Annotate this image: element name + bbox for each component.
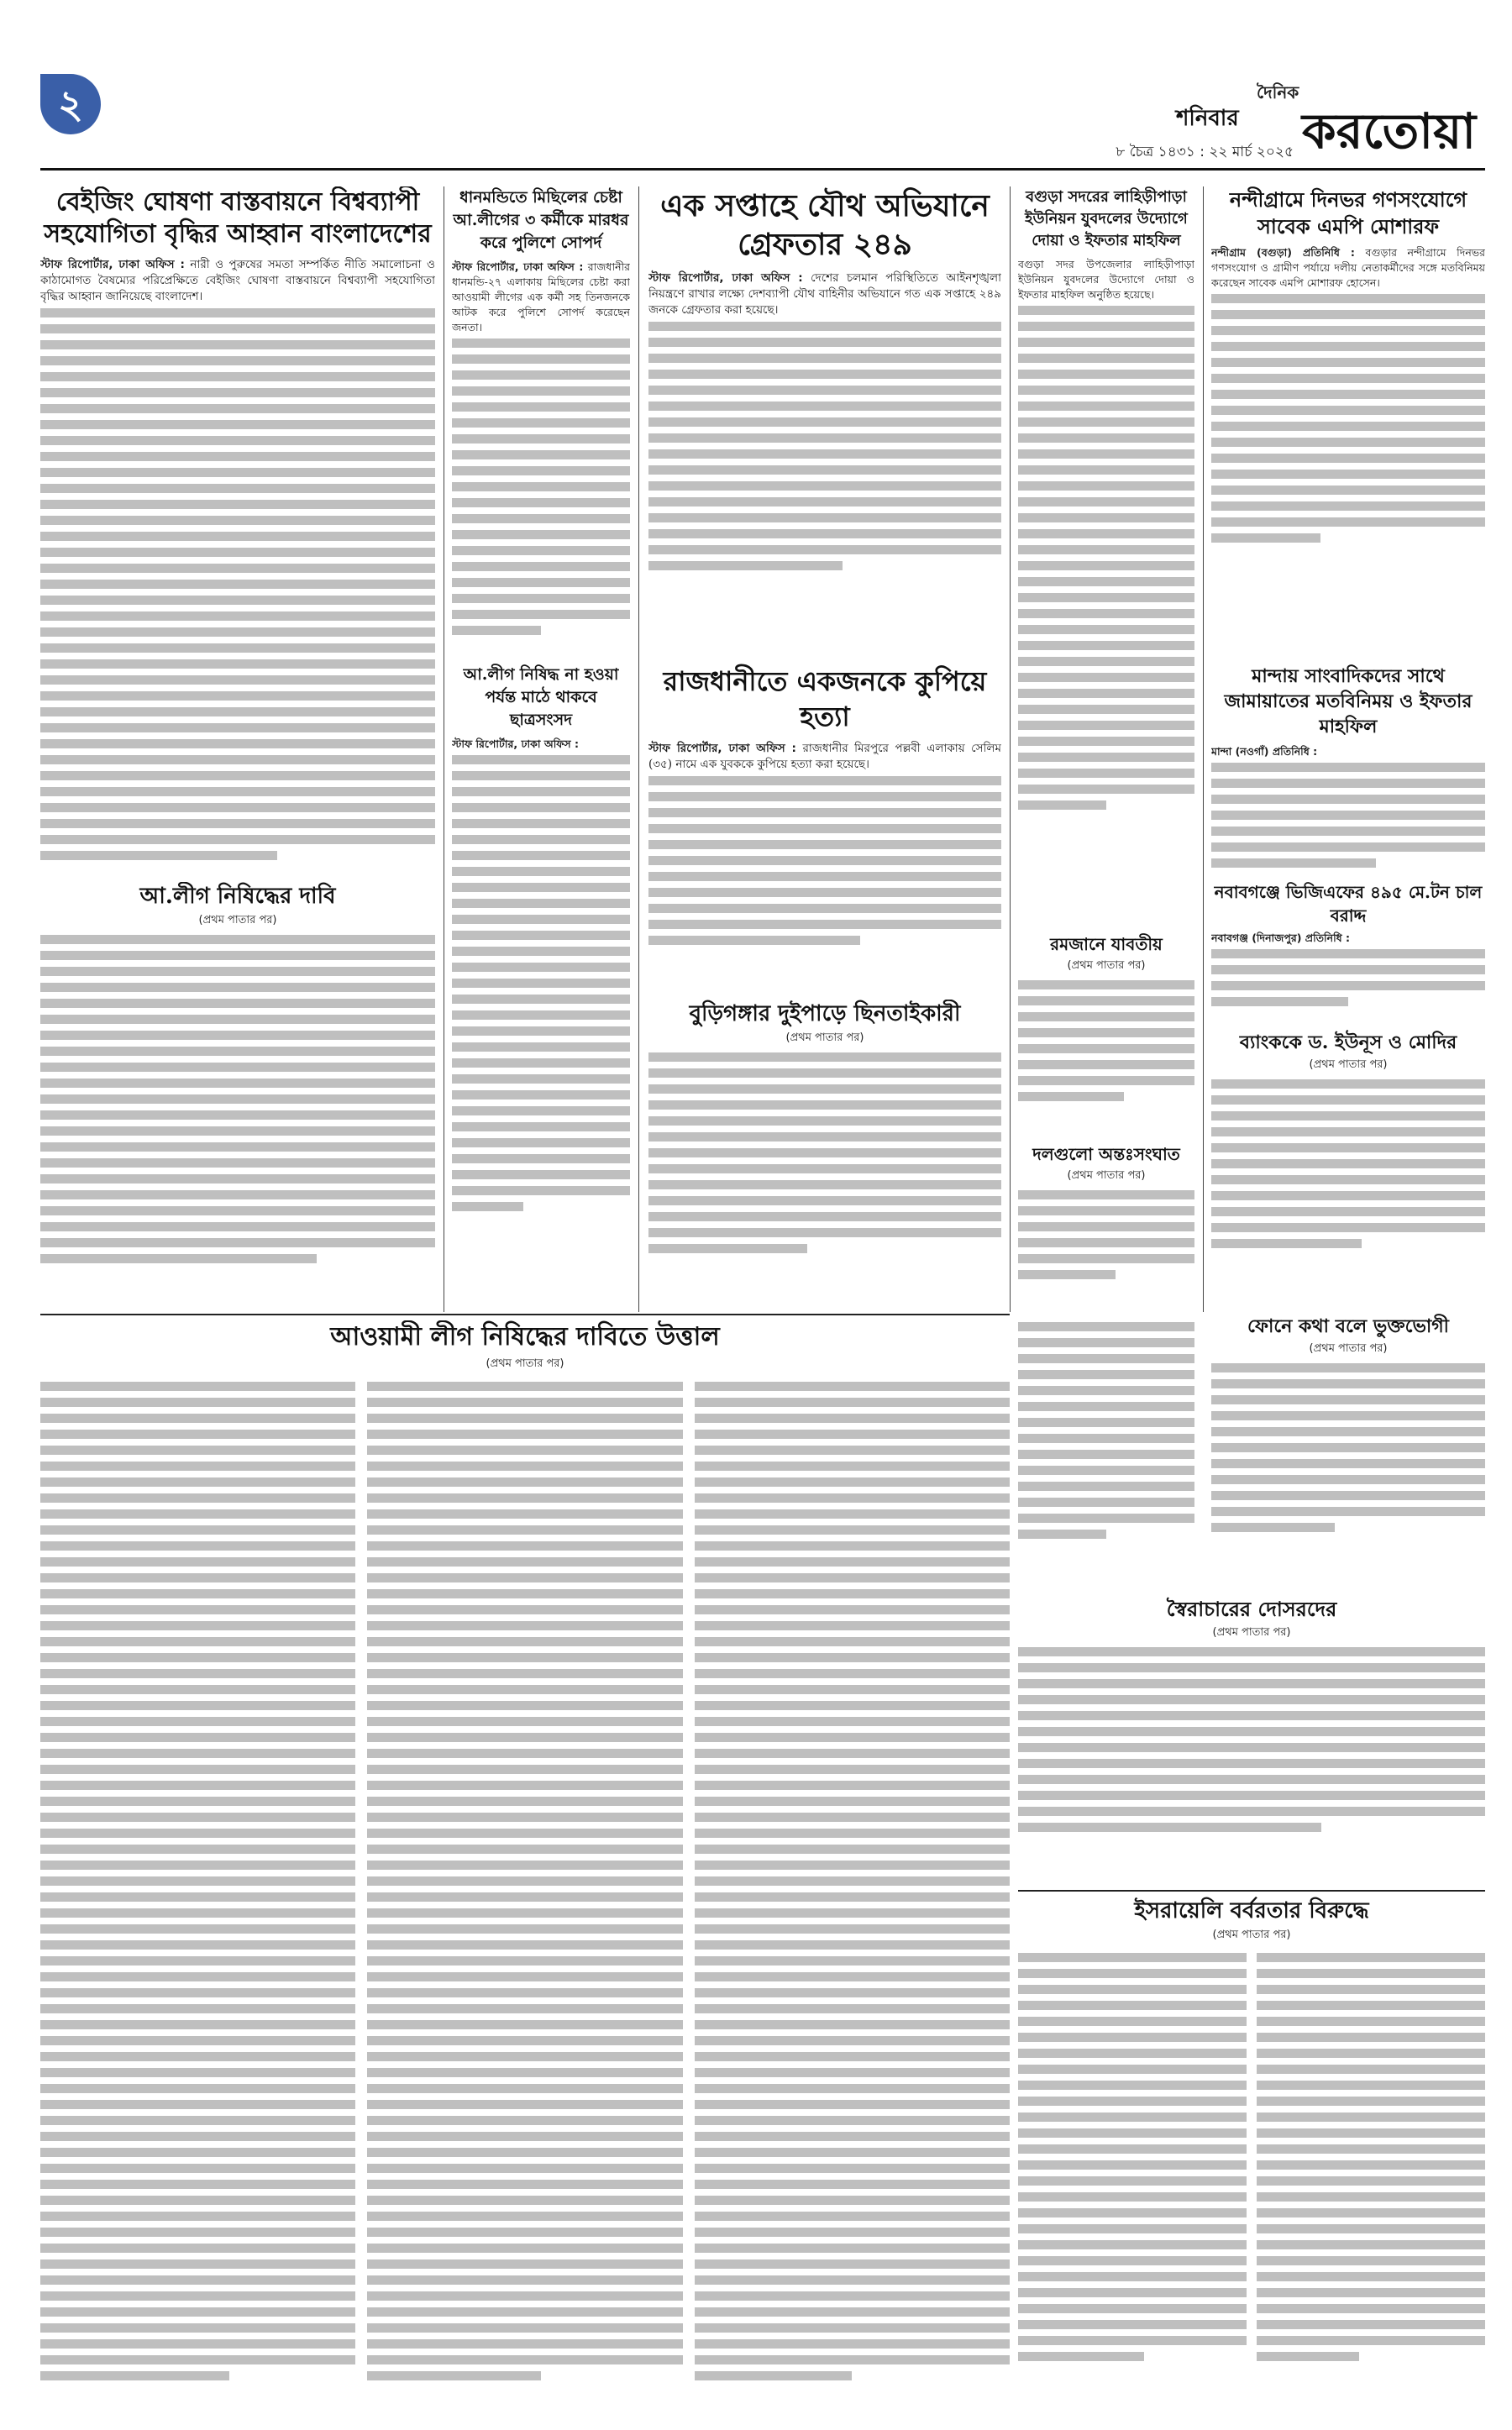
continued-label: (প্রথম পাতার পর) [486,1357,564,1370]
article-lead: রাজধানীর মিরপুরে পল্লবী এলাকায় সেলিম (৩৫) নামে এক যুবককে কুপিয়ে হত্যা করা হয়েছে। [648,742,1001,771]
masthead-date: ৮ চৈত্র ১৪৩১ : ২২ মার্চ ২০২৫ [1116,144,1294,160]
article-headline: ইসরায়েলি বর্বরতার বিরুদ্ধে [1134,1898,1369,1924]
article-beijing [40,186,435,875]
article-byline: নবাবগঞ্জ (দিনাজপুর) প্রতিনিধি : [1211,932,1351,944]
article-body-text [367,1382,682,2387]
article-dua-mahfil [1018,186,1194,926]
article-headline: আ.লীগ নিষিদ্ধ না হওয়া পর্যন্ত মাঠে থাকবে ছাত্রসংসদ [463,665,619,729]
article-byline: স্টাফ রিপোর্টার, ঢাকা অফিস : [40,258,185,271]
continued-label: (প্রথম পাতার পর) [785,1031,864,1044]
article-body-text [1211,1079,1485,1248]
article-mandar [1211,664,1485,874]
article-body-text [1018,1953,1247,2368]
article-headline: দলগুলো অন্তঃসংঘাত [1032,1144,1180,1164]
article-nawabganj [1211,880,1485,1023]
article-continuation [1018,1319,1194,1589]
article-body-text [1211,763,1485,868]
article-body-text [1211,1363,1485,1532]
article-byline: স্টাফ রিপোর্টার, ঢাকা অফিস : [648,742,796,755]
article-lead: বগুড়া সদর উপজেলার লাহিড়ীপাড়া ইউনিয়ন যুবদলের উদ্যোগে দোয়া ও ইফতার মাহফিল অনুষ্ঠিত হয়েছে। [1018,258,1194,301]
article-joint-operation [648,186,1001,657]
article-byline: স্টাফ রিপোর্টার, ঢাকা অফিস : [452,260,584,273]
article-headline: রাজধানীতে একজনকে কুপিয়ে হত্যা [663,665,987,732]
article-headline: আওয়ামী লীগ নিষিদ্ধের দাবিতে উত্তাল [330,1322,720,1351]
article-byline: মান্দা (নওগাঁ) প্রতিনিধি : [1211,745,1318,758]
article-body-text [1018,1190,1194,1279]
article-body-text [1211,294,1485,543]
continued-label: (প্রথম পাতার পর) [198,914,277,926]
article-dhanmondi [452,186,630,657]
article-body-text [1018,1322,1194,1539]
article-body-text [648,1052,1001,1253]
article-headline: বেইজিং ঘোষণা বাস্তবায়নে বিশ্বব্যাপী সহযোগিতা বৃদ্ধির আহ্বান বাংলাদেশের [44,187,432,249]
continued-label: (প্রথম পাতার পর) [1309,1058,1388,1071]
article-headline: নন্দীগ্রামে দিনভর গণসংযোগে সাবেক এমপি মোশারফ [1229,187,1467,239]
article-awami-protest [40,1320,1010,2412]
article-lead: দেশের চলমান পরিস্থিতিতে আইনশৃঙ্খলা নিয়ন্ত্রণে রাখার লক্ষ্যে দেশব্যাপী যৌথ বাহিনীর অভিযানে গত এক সপ্তাহে ২৪৯ জনকে গ্রেফতার করা হয়েছে। [648,271,1001,317]
article-dal-conflict [1018,1142,1194,1310]
article-lead: রাজধানীর ধানমন্ডি-২৭ এলাকায় মিছিলের চেষ্টা করা আওয়ামী লীগের এক কর্মী সহ তিনজনকে আটক করে পুলিশে সোপর্দ করেছেন জনতা। [452,260,630,333]
page-number-badge: ২ [40,74,101,134]
article-headline: বগুড়া সদরের লাহিড়ীপাড়া ইউনিয়ন যুবদলের উদ্যোগে দোয়া ও ইফতার মাহফিল [1025,188,1188,249]
article-headline: ব্যাংককে ড. ইউনূস ও মোদির [1239,1031,1457,1053]
article-awami-ban [40,882,435,1319]
masthead-small: দৈনিক [1257,82,1299,102]
article-byline: নন্দীগ্রাম (বগুড়া) প্রতিনিধি : [1211,246,1355,259]
article-body-text [452,339,630,635]
article-headline: বুড়িগঙ্গার দুইপাড়ে ছিনতাইকারী [689,1001,961,1026]
article-body-text [695,1382,1010,2387]
article-headline: ফোনে কথা বলে ভুক্তভোগী [1247,1315,1449,1337]
article-body-text [40,1382,355,2387]
article-headline: আ.লীগ নিষিদ্ধের দাবি [139,884,336,909]
article-lead: নারী ও পুরুষের সমতা সম্পর্কিত নীতি সমালোচনা ও কাঠামোগত বৈষম্যের পরিপ্রেক্ষিতে বেইজিং ঘোষণা বাস্তবায়নে বিশ্বব্যাপী সহযোগিতা বৃদ্ধির আহ্বান জানিয়েছে বাংলাদেশ। [40,258,435,303]
article-body-text [1211,949,1485,1006]
article-field-ban [452,664,630,1310]
article-headline: রমজানে যাবতীয় [1050,934,1163,954]
article-headline: স্বৈরাচারের দোসরদের [1166,1597,1337,1621]
article-phone [1211,1314,1485,1591]
article-body-text [1018,1647,1485,1832]
article-body-text [648,322,1001,570]
article-lead: বগুড়ার নন্দীগ্রামে দিনভর গণসংযোগ ও গ্রামীণ পর্যায়ে দলীয় নেতাকর্মীদের সঙ্গে মতবিনিময় করেছেন সাবেক এমপি মোশারফ হোসেন। [1211,246,1485,289]
article-bangkok [1211,1030,1485,1307]
article-body-text [1257,1953,1485,2368]
article-byline: স্টাফ রিপোর্টার, ঢাকা অফিস : [648,271,803,285]
masthead-rule [40,168,1485,171]
continued-label: (প্রথম পাতার পর) [1067,1169,1146,1182]
article-israel [1018,1897,1485,2412]
article-headline: মান্দায় সাংবাদিকদের সাথে জামায়াতের মতবিনিময় ও ইফতার মাহফিল [1224,665,1473,737]
masthead-day: শনিবার [1176,106,1239,131]
article-dictator [1018,1596,1485,1882]
masthead-logo: করতোয়া [1302,102,1477,160]
article-body-text [40,935,435,1263]
article-ramadan [1018,932,1194,1134]
article-nandigram [1211,186,1485,657]
article-body-text [452,755,630,1211]
article-body-text [1018,980,1194,1101]
continued-label: (প্রথম পাতার পর) [1212,1929,1291,1941]
article-snatcher [648,1000,1001,1310]
article-body-text [648,776,1001,945]
article-body-text [1018,306,1194,810]
continued-label: (প্রথম পাতার পর) [1212,1626,1291,1639]
article-capital-murder [648,664,1001,991]
article-headline: ধানমন্ডিতে মিছিলের চেষ্টা আ.লীগের ৩ কর্মীকে মারধর করে পুলিশে সোপর্দ [453,188,629,252]
article-byline: স্টাফ রিপোর্টার, ঢাকা অফিস : [452,737,580,750]
article-body-text [40,308,435,860]
article-headline: এক সপ্তাহে যৌথ অভিযানে গ্রেফতার ২৪৯ [660,188,990,262]
continued-label: (প্রথম পাতার পর) [1309,1342,1388,1355]
article-headline: নবাবগঞ্জে ভিজিএফের ৪৯৫ মে.টন চাল বরাদ্দ [1214,882,1483,926]
continued-label: (প্রথম পাতার পর) [1067,959,1146,972]
